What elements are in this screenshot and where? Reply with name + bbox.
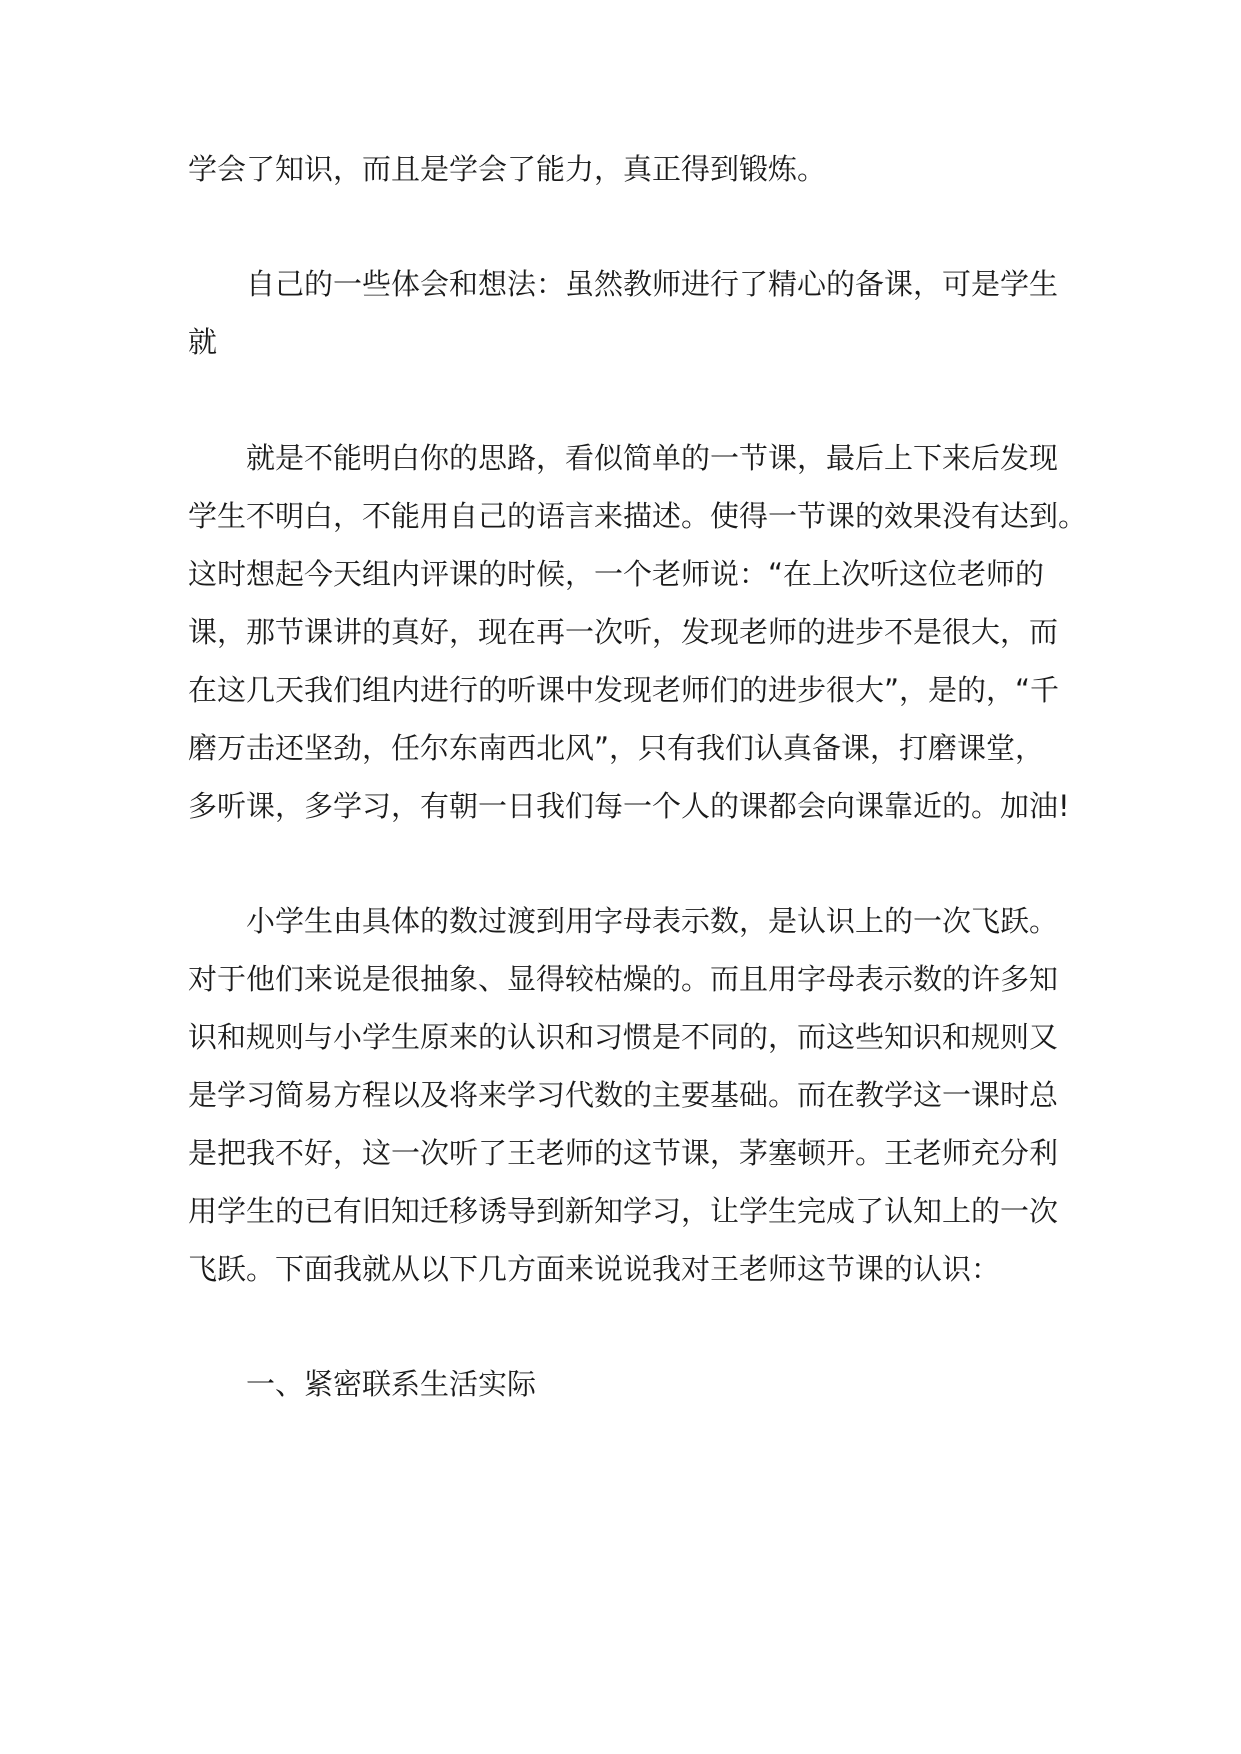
text-line: 在这几天我们组内进行的听课中发现老师们的进步很大”，是的，“千 (188, 673, 1060, 707)
text-line: 磨万击还坚劲，任尔东南西北风”，只有我们认真备课，打磨课堂， (188, 731, 1045, 765)
text-line: 飞跃。下面我就从以下几方面来说说我对王老师这节课的认识： (188, 1252, 1001, 1286)
text-line: 自己的一些体会和想法：虽然教师进行了精心的备课，可是学生 (246, 267, 1059, 301)
text-line: 多听课，多学习，有朝一日我们每一个人的课都会向课靠近的。加油! (188, 789, 1070, 823)
section-heading: 一、紧密联系生活实际 (246, 1367, 537, 1401)
text-line: 小学生由具体的数过渡到用字母表示数，是认识上的一次飞跃。 (246, 904, 1059, 938)
text-line: 用学生的已有旧知迁移诱导到新知学习，让学生完成了认知上的一次 (188, 1194, 1059, 1228)
text-line: 课，那节课讲的真好，现在再一次听，发现老师的进步不是很大，而 (188, 615, 1059, 649)
text-line: 就是不能明白你的思路，看似简单的一节课，最后上下来后发现 (246, 441, 1059, 475)
text-line: 就 (188, 325, 218, 359)
text-line: 学生不明白，不能用自己的语言来描述。使得一节课的效果没有达到。 (188, 499, 1088, 533)
text-line: 学会了知识，而且是学会了能力，真正得到锻炼。 (188, 152, 827, 186)
text-line: 识和规则与小学生原来的认识和习惯是不同的，而这些知识和规则又 (188, 1020, 1059, 1054)
text-line: 是把我不好，这一次听了王老师的这节课，茅塞顿开。王老师充分利 (188, 1136, 1059, 1170)
text-line: 这时想起今天组内评课的时候，一个老师说：“在上次听这位老师的 (188, 557, 1045, 591)
text-line: 对于他们来说是很抽象、显得较枯燥的。而且用字母表示数的许多知 (188, 962, 1059, 996)
text-line: 是学习简易方程以及将来学习代数的主要基础。而在教学这一课时总 (188, 1078, 1059, 1112)
